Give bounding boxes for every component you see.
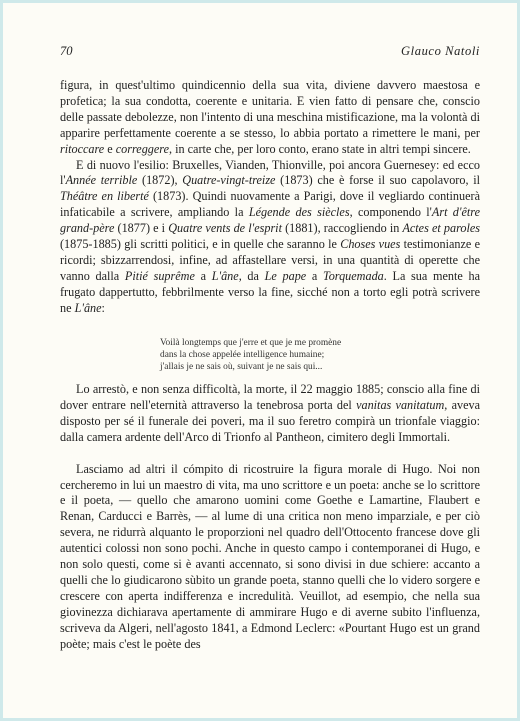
body-text-top	[60, 78, 480, 317]
verse-line: dans la chose appelée intelligence humaine;	[160, 350, 325, 361]
paragraph-4: Lasciamo ad altri il cómpito di ricostruire la figura morale di Hugo. Noi non cercheremo in lui un maestro di vita, ma uno scrittore e un poeta: anche se lo scrittore e il poeta, — quello che amarono uomini come Goethe e Lamartine, Flaubert e Renan, Carducci e Barrès, — al lume di una critica non meno imparziale, e per ciò severa, ne ridurrà alquanto le proporzioni nel quadro dell'Ottocento francese dove gli autentici colossi non sono pochi. Anche in questo campo i contemporanei di Hugo, e non solo questi, come si è avanti accennato, si sono divisi in due schiere: accanto a quelli che lo giudicarono sùbito un grande poeta, stanno quelli che lo videro sorgere e crescere con aperta indifferenza e incredulità. Veuillot, ad esempio, che nella sua giovinezza dichiarava apertamente di ammirare Hugo e di averne subito l'influenza, scriveva da Algeri, nell'agosto 1841, a Edmond Leclerc: «Pourtant Hugo est un grand poète; mais c'est le poète des	[60, 461, 480, 651]
page-number: 70	[60, 44, 73, 58]
body-text-bottom	[60, 382, 480, 653]
verse-line: Voilà longtemps que j'erre et que je me promène	[160, 338, 342, 348]
paragraph-2: E di nuovo l'esilio: Bruxelles, Vianden, Thionville, poi ancora Guernesey: ed ecco l'Année terrible (1872), Quatre-vingt-treize (1873) che è forse il suo capolavoro, il Théâtre en liberté (1873). Quindi nuovamente a Parigi, dove il vegliardo continuerà infaticabile a scrivere, ampliando la Légende des siècles, componendo l'Art d'être grand-père (1877) e i Quatre vents de l'esprit (1881), raccogliendo in Actes et paroles (1875-1885) gli scritti politici, e in quelle che saranno le Choses vues testimonianze e ricordi; sbizzarrendosi, infine, ad affastellare versi, in una quantità di operette che vanno dalla Pitié suprême a L'âne, da Le pape a Torquemada. La sua mente ha frugato dappertutto, febbrilmente verso la fine, sicché non a torto egli potrà scrivere ne L'âne:	[60, 157, 480, 315]
page-header	[60, 44, 480, 60]
verse-quote	[160, 337, 480, 374]
verse-line: j'allais je ne sais où, suivant je ne sais qui...	[160, 362, 323, 373]
running-title: Glauco Natoli	[401, 44, 480, 58]
paragraph-3: Lo arrestò, e non senza difficoltà, la morte, il 22 maggio 1885; conscio alla fine di dover entrare nell'eternità attraverso la tenebrosa porta del vanitas vanitatum, aveva disposto per sé il funerale dei poveri, ma il suo feretro compirà un trionfale viaggio: dalla camera ardente dell'Arco di Trionfo al Pantheon, cimitero degli Immortali.	[60, 382, 480, 444]
paragraph-1: figura, in quest'ultimo quindicennio della sua vita, diviene davvero maestosa e profetica; la sua condotta, coerente e unitaria. E vien fatto di pensare che, conscio delle passate debolezze, non l'intento di una meschina mistificazione, ma la volontà di apparire perfettamente coerente a se stesso, lo abbia portato a rimettere le mani, per ritoccare e correggere, in carte che, per loro conto, erano state in altri tempi sincere.	[60, 78, 480, 156]
